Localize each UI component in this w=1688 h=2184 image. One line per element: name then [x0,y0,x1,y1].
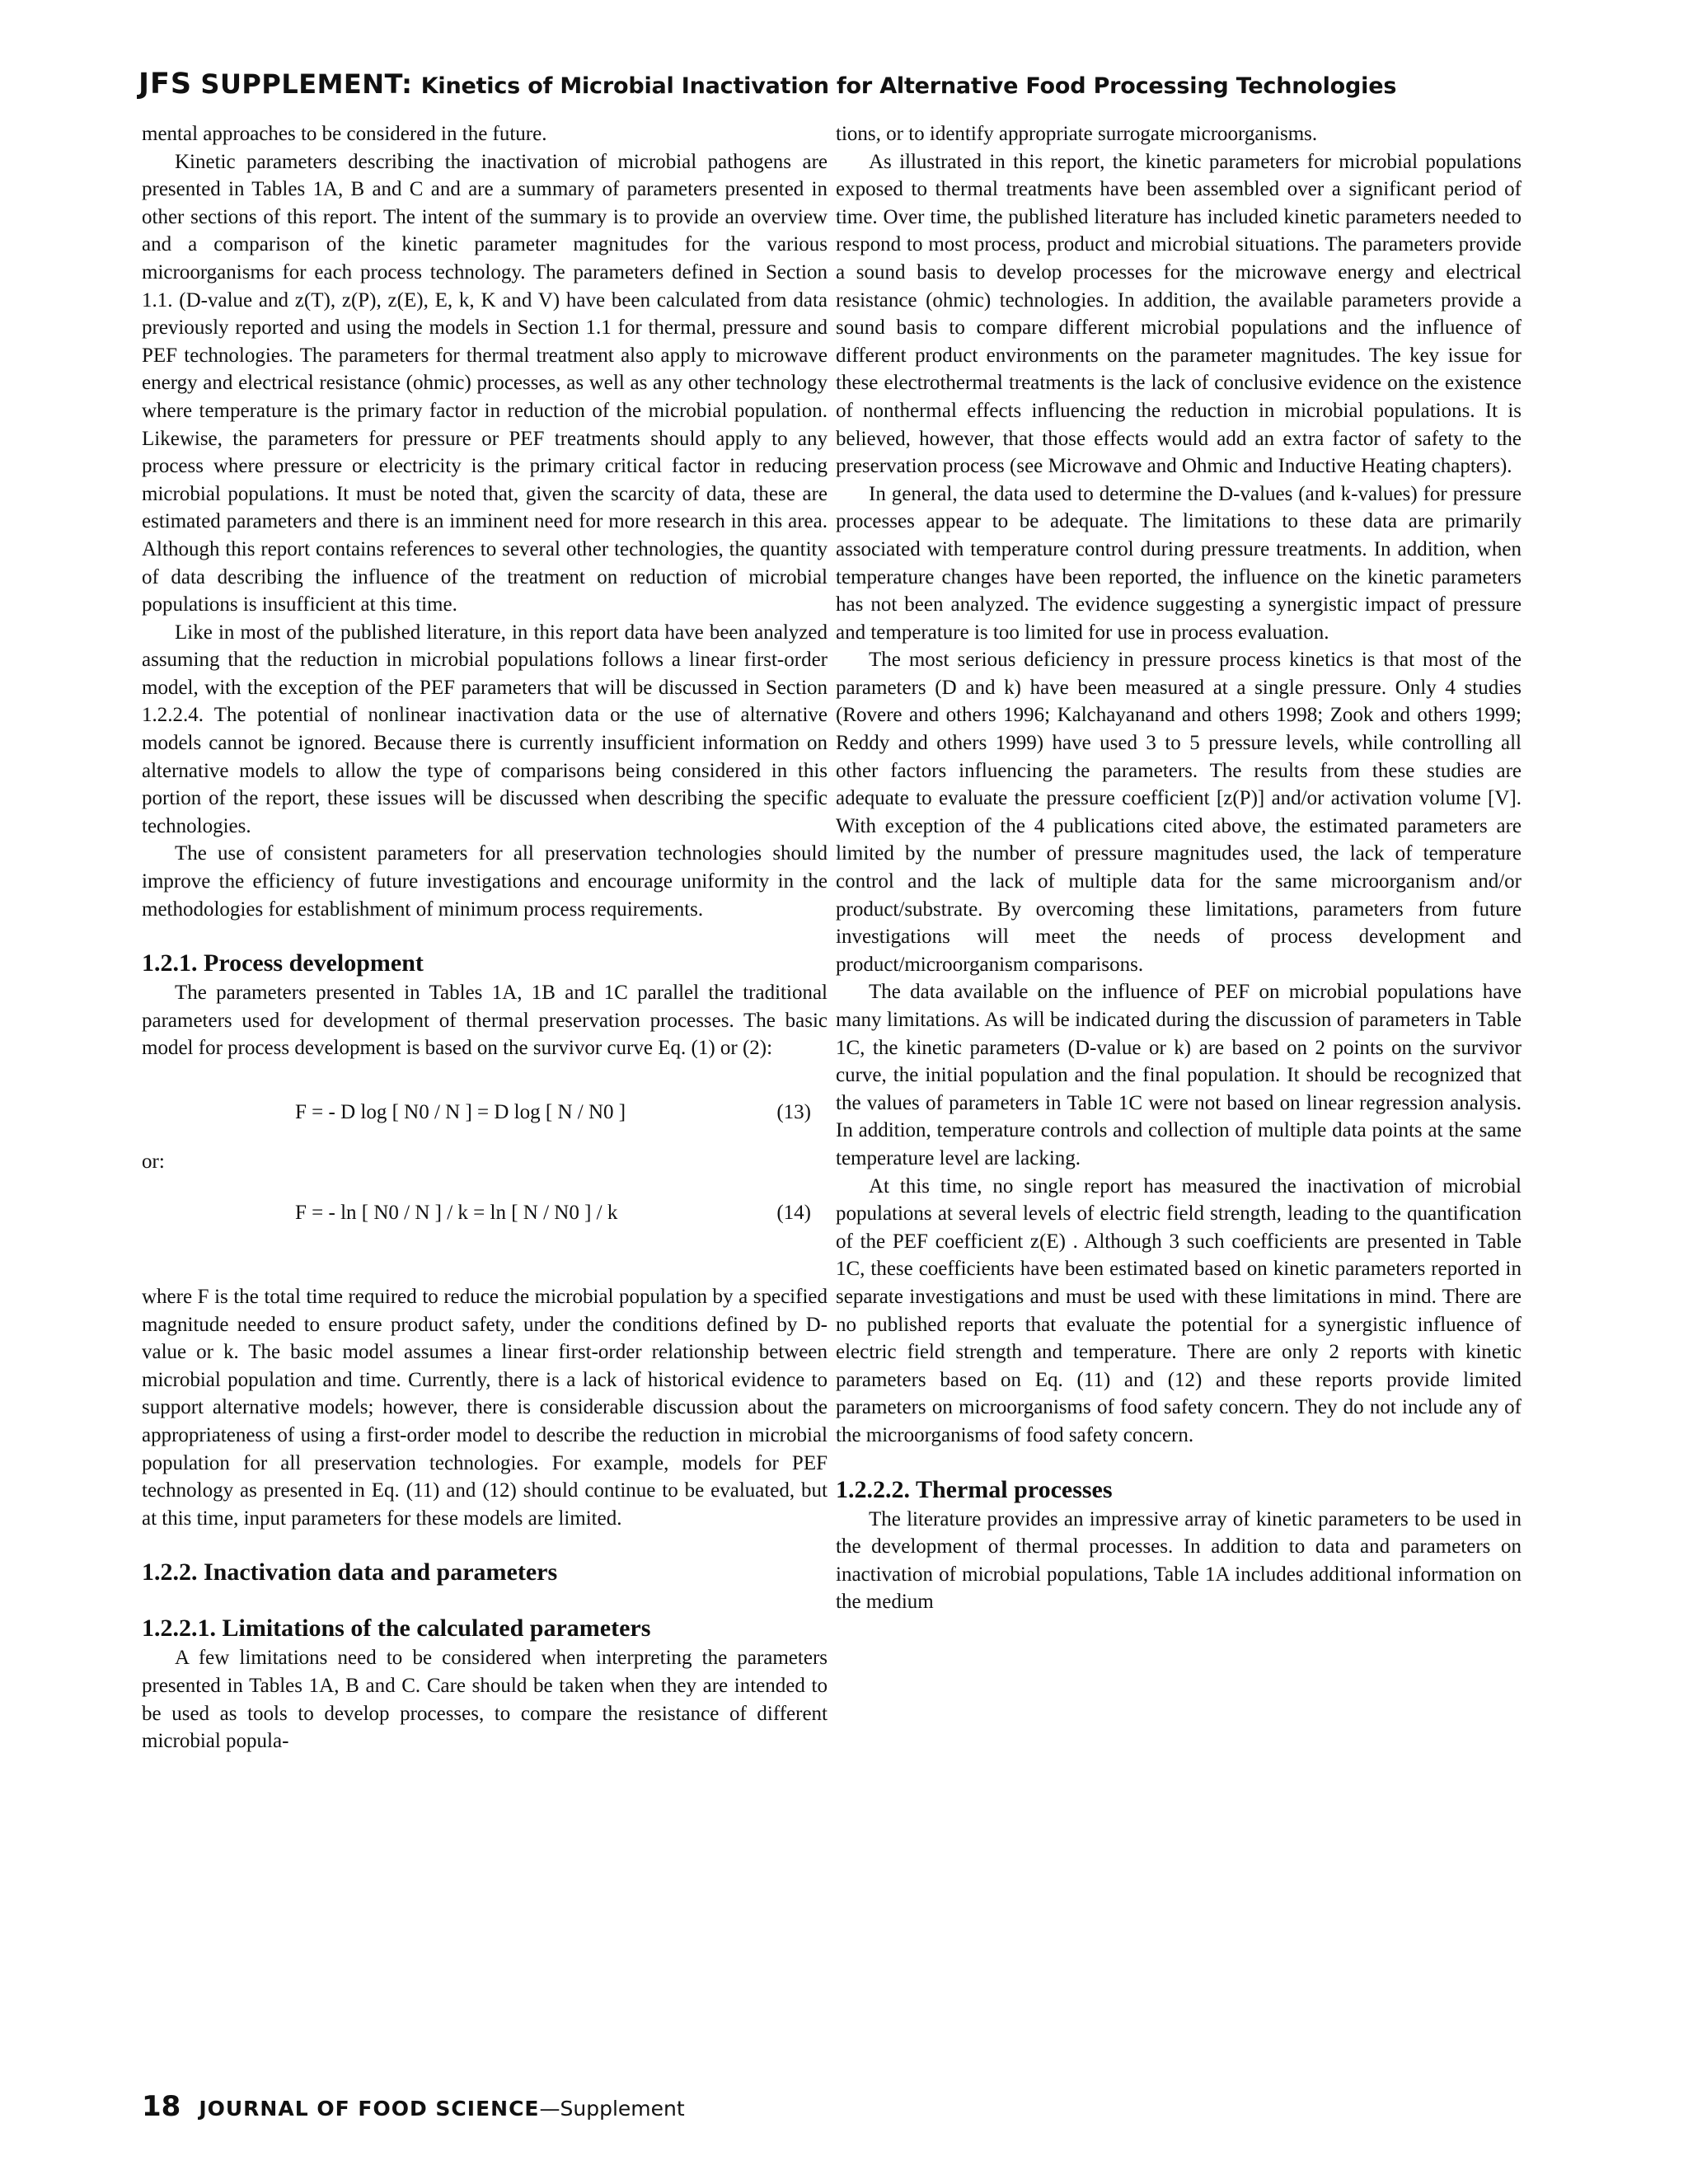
section-heading-inactivation-data: 1.2.2. Inactivation data and parameters [142,1558,558,1586]
paragraph: Kinetic parameters describing the inactivation of microbial pathogens are presented in Tables 1A, B and C and are a summary of parameters presented in other sections of this report. The intent of the summary is to provide an overview and a comparison of the kinetic parameter magnitudes for the various microorganisms for each process technology. The parameters defined in Section 1.1. (D-value and z(T), z(P), z(E), E, k, K and V) have been calculated from data previously reported and using the models in Section 1.1 for thermal, pressure and PEF technologies. The parameters for thermal treatment also apply to microwave energy and electrical resistance (ohmic) processes, as well as any other technology where temperature is the primary factor in reduction of the microbial population. Likewise, the parameters for pressure or PEF treatments should apply to any process where pressure or electricity is the primary critical factor in reducing microbial populations. It must be noted that, given the scarcity of data, these are estimated parameters and there is an imminent need for more research in this area. Although this report contains references to several other technologies, the quantity of data describing the influence of the treatment on reduction of microbial populations is insufficient at this time. [142,150,828,616]
journal-supplement-label: —Supplement [539,2097,685,2121]
paragraph: where F is the total time required to reduce the microbial population by a specified magnitude needed to ensure product safety, under the conditions defined by D-value or k. The basic model assumes a linear first-order relationship between microbial population and time. Currently, there is a lack of historical evidence to support alternative models; however, there is considerable discussion about the appropriateness of using a first-order model to describe the reduction in microbial population for all preservation technologies. For example, models for PEF technology as presented in Eq. (11) and (12) should continue to be evaluated, but at this time, input parameters for these models are limited. [142,1286,828,1530]
or-label: or: [142,1151,165,1173]
journal-abbrev: JFS [138,68,193,101]
journal-name: JOURNAL OF FOOD SCIENCE [199,2097,540,2121]
page-footer [142,2090,685,2123]
equation-14: F = - ln [ N0 / N ] / k = ln [ N / N0 ] / k [295,1202,618,1224]
paragraph: The use of consistent parameters for all preservation technologies should improve the efficiency of future investigations and encourage uniformity in the methodologies for establishment of minimum process requirements. [142,842,828,921]
paragraph: The parameters presented in Tables 1A, 1B and 1C parallel the traditional parameters used for development of thermal preservation processes. The basic model for process development is based on the survivor curve Eq. (1) or (2): [142,982,828,1060]
paragraph: In general, the data used to determine the D-values (and k-values) for pressure processes appear to be adequate. The limitations to these data are primarily associated with temperature control during pressure treatments. In addition, when temperature changes have been reported, the influence on the kinetic parameters has not been analyzed. The evidence suggesting a synergistic impact of pressure and temperature is too limited for use in process evaluation. [836,482,1522,644]
equation-block [142,1071,828,1268]
paragraph: Like in most of the published literature, in this report data have been analyzed assuming that the reduction in microbial populations follows a linear first-order model, with the exception of the PEF parameters that will be discussed in Section 1.2.2.4. The potential of nonlinear inactivation data or the use of alternative models cannot be ignored. Because there is currently insufficient information on alternative models to allow the type of comparisons being considered in this portion of the report, these issues will be discussed when describing the specific technologies. [142,621,828,837]
paragraph: tions, or to identify appropriate surrogate microorganisms. [836,123,1318,145]
paragraph: As illustrated in this report, the kinetic parameters for microbial populations exposed to thermal treatments have been assembled over a significant period of time. Over time, the published literature has included kinetic parameters needed to respond to most process, product and microbial situations. The parameters provide a sound basis to develop processes for the microwave energy and electrical resistance (ohmic) technologies. In addition, the available parameters provide a sound basis to compare different microbial populations and the influence of different product environments on the parameter magnitudes. The key issue for these electrothermal treatments is the lack of conclusive evidence on the existence of nonthermal effects influencing the reduction in microbial populations. It is believed, however, that those effects would add an extra factor of safety to the preservation process (see Microwave and Ohmic and Inductive Heating chapters). [836,150,1522,478]
equation-13-number: (13) [776,1101,811,1123]
page-number: 18 [142,2090,181,2123]
paragraph: mental approaches to be considered in the future. [142,123,547,145]
paragraph: The data available on the influence of PEF on microbial populations have many limitations. As will be indicated during the discussion of parameters in Table 1C, the kinetic parameters (D-value or k) are based on 2 points on the survivor curve, the initial population and the final population. It should be recognized that the values of parameters in Table 1C were not based on linear regression analysis. In addition, temperature controls and collection of multiple data points at the same temperature level are lacking. [836,981,1522,1169]
paragraph: A few limitations need to be considered when interpreting the parameters presented in Tables 1A, B and C. Care should be taken when they are intended to be used as tools to develop processes, to compare the resistance of different microbial popula- [142,1647,828,1753]
paragraph: At this time, no single report has measured the inactivation of microbial populations at several levels of electric field strength, leading to the quantification of the PEF coefficient z(E) . Although 3 such coefficients are presented in Table 1C, these coefficients have been estimated based on kinetic parameters reported in separate investigations and must be used with these limitations in mind. There are no published reports that evaluate the potential for a synergistic influence of electric field strength and temperature. There are only 2 reports with kinetic parameters based on Eq. (11) and (12) and these reports provide limited parameters on microorganisms of food safety concern. They do not include any of the microorganisms of food safety concern. [836,1174,1522,1446]
paragraph: The literature provides an impressive array of kinetic parameters to be used in the development of thermal processes. In addition to data and parameters on inactivation of microbial populations, Table 1A includes additional information on the medium [836,1507,1522,1614]
paragraph: The most serious deficiency in pressure process kinetics is that most of the parameters (D and k) have been measured at a single pressure. Only 4 studies (Rovere and others 1996; Kalchayanand and others 1998; Zook and others 1999; Reddy and others 1999) have used 3 to 5 pressure levels, while controlling all other factors influencing the parameters. The results from these studies are adequate to evaluate the pressure coefficient [z(P)] and/or activation volume [V]. With exception of the 4 publications cited above, the estimated parameters are limited by the number of pressure magnitudes used, the lack of temperature control and the lack of multiple data for the same microorganism and/or product/substrate. By overcoming these limitations, parameters from future investigations will meet the needs of process development and product/microorganism comparisons. [836,649,1522,976]
left-column [142,120,828,1755]
right-column [836,120,1522,1616]
section-heading-thermal-processes: 1.2.2.2. Thermal processes [836,1475,1113,1503]
section-heading-limitations: 1.2.2.1. Limitations of the calculated parameters [142,1615,651,1643]
section-heading-process-development: 1.2.1. Process development [142,949,424,977]
running-header [138,68,1556,101]
equation-14-number: (14) [776,1202,811,1224]
equation-13: F = - D log [ N0 / N ] = D log [ N / N0 ] [295,1101,626,1123]
supplement-label: SUPPLEMENT: [200,68,413,100]
running-title: Kinetics of Microbial Inactivation for Alternative Food Processing Technologies [420,73,1397,99]
